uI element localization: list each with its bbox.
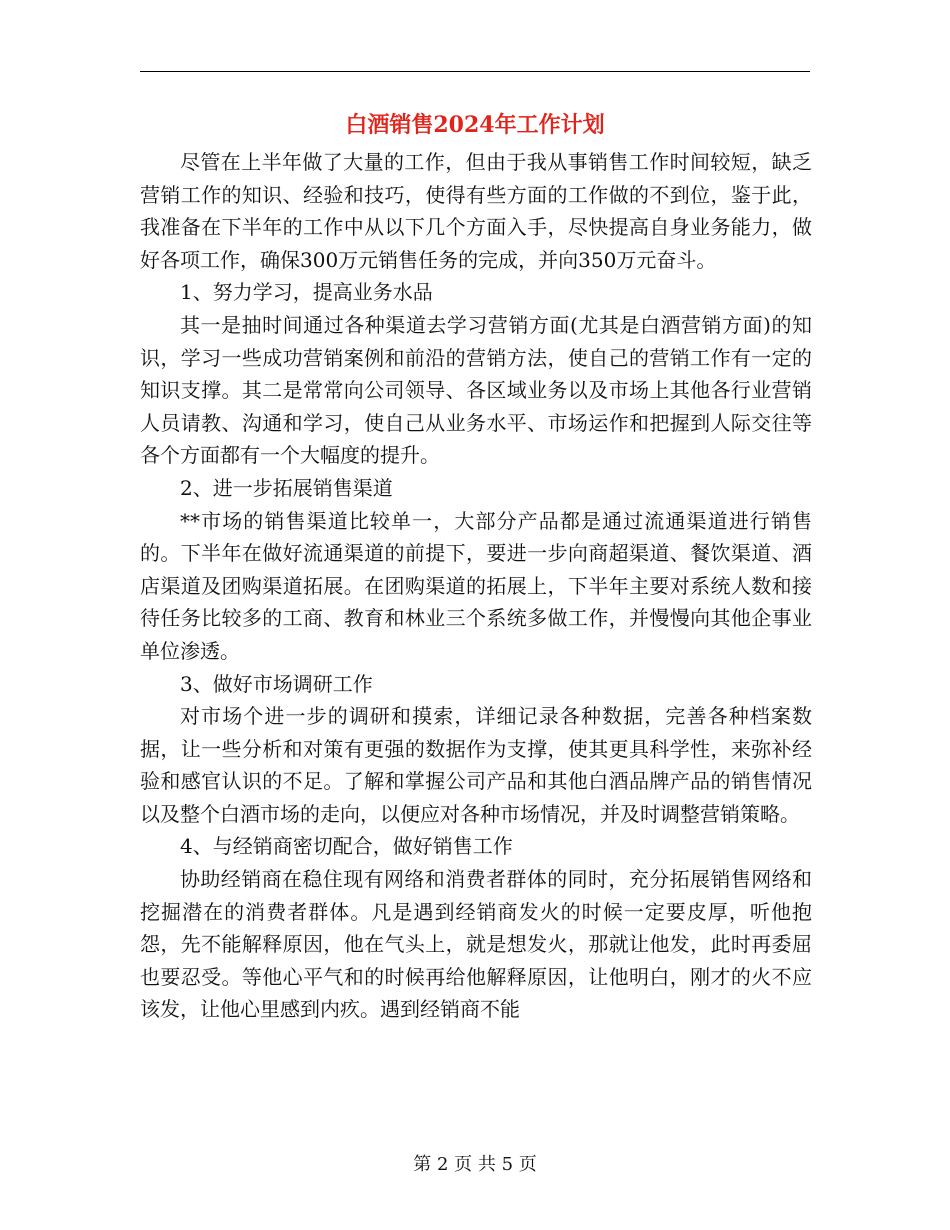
section-heading-1: 1、努力学习，提高业务水品 [180, 280, 433, 305]
header-rule [140, 71, 810, 72]
intro-paragraph: 尽管在上半年做了大量的工作，但由于我从事销售工作时间较短，缺乏营销工作的知识、经验和技巧，使得有些方面的工作做的不到位，鉴于此，我准备在下半年的工作中从以下几个方面入手，尽快提高自身业务能力，做好各项工作，确保300万元销售任务的完成，并向350万元奋斗。 [140, 150, 812, 272]
document-title: 白酒销售2024年工作计划 [345, 112, 605, 138]
section-paragraph-3: 对市场个进一步的调研和摸索，详细记录各种数据，完善各种档案数据，让一些分析和对策有更强的数据作为支撑，使其更具科学性，来弥补经验和感官认识的不足。了解和掌握公司产品和其他白酒品牌产品的销售情况以及整个白酒市场的走向，以便应对各种市场情况，并及时调整营销策略。 [140, 704, 812, 826]
section-paragraph-2: **市场的销售渠道比较单一，大部分产品都是通过流通渠道进行销售的。下半年在做好流通渠道的前提下，要进一步向商超渠道、餐饮渠道、酒店渠道及团购渠道拓展。在团购渠道的拓展上，下半年主要对系统人数和接待任务比较多的工商、教育和林业三个系统多做工作，并慢慢向其他企事业单位渗透。 [140, 508, 812, 663]
page-number-footer: 第 2 页 共 5 页 [413, 1154, 537, 1175]
section-paragraph-4: 协助经销商在稳住现有网络和消费者群体的同时，充分拓展销售网络和挖掘潜在的消费者群体。凡是遇到经销商发火的时候一定要皮厚，听他抱怨，先不能解释原因，他在气头上，就是想发火，那就让他发，此时再委屈也要忍受。等他心平气和的时候再给他解释原因，让他明白，刚才的火不应该发，让他心里感到内疚。遇到经销商不能 [140, 867, 812, 1022]
section-heading-2: 2、进一步拓展销售渠道 [180, 475, 393, 500]
section-heading-4: 4、与经销商密切配合，做好销售工作 [180, 834, 513, 859]
section-heading-3: 3、做好市场调研工作 [180, 671, 373, 696]
section-paragraph-1: 其一是抽时间通过各种渠道去学习营销方面(尤其是白酒营销方面)的知识，学习一些成功营销案例和前沿的营销方法，使自己的营销工作有一定的知识支撑。其二是常常向公司领导、各区域业务以及市场上其他各行业营销人员请教、沟通和学习，使自己从业务水平、市场运作和把握到人际交往等各个方面都有一个大幅度的提升。 [140, 312, 812, 468]
document-body [140, 146, 812, 1026]
